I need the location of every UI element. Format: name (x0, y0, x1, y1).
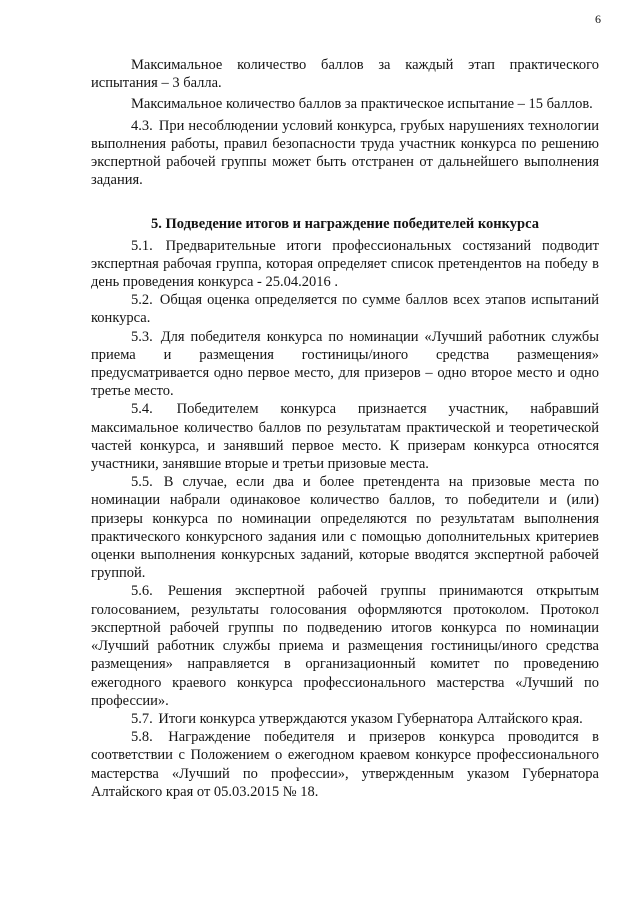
page-number: 6 (595, 12, 601, 26)
clause-5-8 (91, 728, 599, 801)
clause-text: Решения экспертной рабочей группы принимаются открытым голосованием, результаты голосования оформляются протоколом. Протокол экспертной рабочей группы по подведению итогов конкурса по номинации «Лучший работник службы приема и размещения гостиницы/иного средства размещения» направляется в организационный комитет по проведению ежегодного краевого конкурса профессионального мастерства «Лучший по профессии». (91, 583, 599, 709)
clause-text: Награждение победителя и призеров конкурса проводится в соответствии с Положением о ежегодном краевом конкурсе профессионального мастерства «Лучший по профессии», утвержденным указом Губернатора Алтайского края от 05.03.2015 № 18. (91, 729, 599, 800)
clause-number: 5.1. (131, 237, 153, 254)
clause-number: 5.5. (131, 474, 153, 491)
clause-number: 5.3. (131, 328, 153, 345)
clause-number: 4.3. (131, 117, 153, 134)
clause-text: Победителем конкурса признается участник, набравший максимальное количество баллов по результатам практической и теоретической частей конкурса, и занявший первое место. К призерам конкурса относятся участники, занявшие вторые и третьи призовые места. (91, 401, 600, 473)
clause-5-2 (91, 291, 599, 327)
clause-number: 5.4. (131, 401, 153, 418)
clause-5-6 (91, 582, 599, 709)
clause-5-1 (91, 237, 599, 292)
clause-text: Для победителя конкурса по номинации «Лучший работник службы приема и размещения гостиницы/иного средства размещения» предусматривается одно первое место, для призеров – одно второе место и одно третье место. (91, 328, 600, 400)
clause-5-4 (91, 400, 599, 473)
clause-text: Предварительные итоги профессиональных состязаний подводит экспертная рабочая группа, которая определяет список претендентов на победу в день проведения конкурса - 25.04.2016 . (91, 237, 599, 291)
section-title: 5. Подведение итогов и награждение победителей конкурса (150, 216, 539, 233)
clause-number: 5.6. (131, 583, 153, 600)
clause-text: В случае, если два и более претендента на призовые места по номинации набрали одинаковое количество баллов, то победители и (или) призеры конкурса по номинации определяются по результатам выполнения практического конкурсного задания или с помощью дополнительных критериев оценки выполнения конкурсных заданий, которые вводятся экспертной рабочей группой. (91, 474, 599, 582)
clause-5-7 (91, 710, 599, 728)
clause-number: 5.2. (131, 292, 153, 309)
document-body (91, 56, 599, 801)
intro-paragraph: Максимальное количество баллов за каждый этап практического испытания – 3 балла. (91, 57, 599, 92)
clause-5-3 (91, 328, 599, 401)
clause-number: 5.8. (131, 729, 153, 746)
clause-number: 5.7. (131, 710, 153, 727)
clause-text: Общая оценка определяется по сумме баллов всех этапов испытаний конкурса. (91, 292, 600, 327)
clause-text: Итоги конкурса утверждаются указом Губернатора Алтайского края. (158, 710, 583, 727)
intro-paragraph: Максимальное количество баллов за практическое испытание – 15 баллов. (131, 96, 593, 113)
clause-5-5 (91, 473, 599, 582)
clause-text: При несоблюдении условий конкурса, грубых нарушениях технологии выполнения работы, правил безопасности труда участник конкурса по решению экспертной рабочей группы может быть отстранен от дальнейшего выполнения задания. (91, 117, 599, 189)
clause-4-3 (91, 117, 599, 190)
